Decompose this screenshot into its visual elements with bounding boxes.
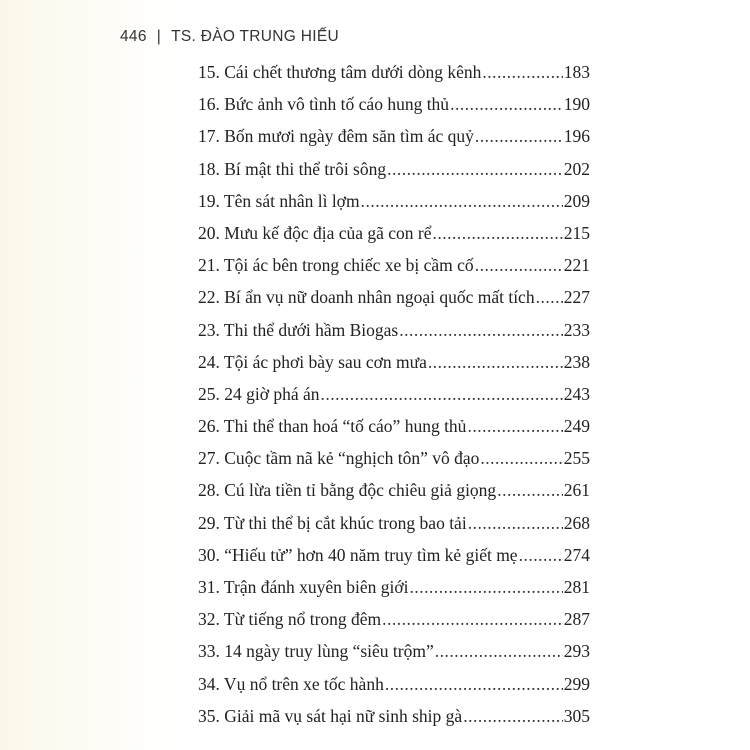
entry-title: 18. Bí mật thi thể trôi sông [198, 158, 387, 179]
entry-title: 26. Thi thể than hoá “tố cáo” hung thủ [198, 416, 467, 437]
toc-entry [198, 320, 590, 352]
entry-page-number: 227 [563, 287, 590, 308]
entry-title: 30. “Hiếu tử” hơn 40 năm truy tìm kẻ giết mẹ [198, 544, 518, 565]
table-of-contents [198, 62, 590, 738]
dot-leader [475, 255, 563, 276]
toc-entry [198, 94, 590, 126]
entry-page-number: 221 [563, 255, 590, 276]
entry-page-number: 190 [563, 94, 590, 115]
toc-entry [198, 191, 590, 223]
entry-title: 20. Mưu kế độc địa của gã con rể [198, 222, 432, 243]
toc-entry [198, 416, 590, 448]
entry-page-number: 305 [563, 705, 590, 726]
toc-entry [198, 513, 590, 545]
entry-title: 25. 24 giờ phá án [198, 383, 320, 404]
toc-entry [198, 609, 590, 641]
dot-leader [519, 545, 563, 566]
entry-page-number: 183 [563, 62, 590, 82]
entry-title: 33. 14 ngày truy lùng “siêu trộm” [198, 641, 434, 662]
entry-title: 16. Bức ảnh vô tình tố cáo hung thủ [198, 94, 450, 115]
entry-title: 34. Vụ nổ trên xe tốc hành [198, 673, 384, 694]
dot-leader [399, 320, 563, 341]
dot-leader [480, 448, 562, 469]
dot-leader [482, 62, 562, 83]
toc-entry [198, 223, 590, 255]
entry-title: 17. Bốn mươi ngày đêm săn tìm ác quỷ [198, 126, 474, 147]
toc-entry [198, 641, 590, 673]
page-number: 446 [120, 28, 147, 45]
dot-leader [433, 223, 563, 244]
dot-leader [361, 191, 563, 212]
entry-title: 35. Giải mã vụ sát hại nữ sinh ship gà [198, 705, 463, 726]
toc-entry [198, 480, 590, 512]
header-separator: | [156, 28, 162, 45]
toc-entry [198, 352, 590, 384]
entry-page-number: 293 [563, 641, 590, 662]
entry-page-number: 202 [563, 158, 590, 179]
toc-entry [198, 577, 590, 609]
toc-entry [198, 384, 590, 416]
dot-leader [387, 159, 563, 180]
dot-leader [410, 577, 563, 598]
entry-title: 24. Tội ác phơi bày sau cơn mưa [198, 351, 427, 372]
entry-page-number: 249 [563, 416, 590, 437]
dot-leader [468, 513, 563, 534]
toc-entry [198, 62, 590, 94]
toc-entry [198, 255, 590, 287]
entry-page-number: 215 [563, 222, 590, 243]
dot-leader [463, 706, 563, 727]
entry-page-number: 209 [563, 190, 590, 211]
toc-entry [198, 287, 590, 319]
dot-leader [435, 641, 563, 662]
dot-leader [467, 416, 562, 437]
dot-leader [497, 480, 563, 501]
entry-page-number: 281 [563, 577, 590, 597]
entry-page-number: 287 [563, 609, 590, 630]
toc-entry [198, 545, 590, 577]
entry-title: 31. Trận đánh xuyên biên giới [198, 577, 409, 597]
entry-title: 32. Từ tiếng nổ trong đêm [198, 609, 382, 630]
entry-page-number: 243 [563, 383, 590, 404]
entry-page-number: 274 [563, 544, 590, 565]
entry-page-number: 233 [563, 319, 590, 340]
dot-leader [428, 352, 563, 373]
entry-title: 19. Tên sát nhân lì lợm [198, 190, 360, 211]
dot-leader [475, 126, 563, 147]
entry-page-number: 268 [563, 512, 590, 533]
entry-title: 27. Cuộc tầm nã kẻ “nghịch tôn” vô đạo [198, 448, 480, 469]
dot-leader [536, 287, 563, 308]
toc-entry [198, 448, 590, 480]
entry-title: 29. Từ thi thể bị cắt khúc trong bao tải [198, 512, 467, 533]
entry-page-number: 261 [563, 480, 590, 501]
entry-title: 23. Thi thể dưới hầm Biogas [198, 319, 399, 340]
toc-entry [198, 674, 590, 706]
entry-page-number: 299 [563, 673, 590, 694]
entry-page-number: 196 [563, 126, 590, 147]
entry-title: 15. Cái chết thương tâm dưới dòng kênh [198, 62, 482, 82]
entry-page-number: 238 [563, 351, 590, 372]
running-header [120, 28, 339, 46]
toc-entry [198, 159, 590, 191]
entry-page-number: 255 [563, 448, 590, 469]
entry-title: 28. Cú lừa tiền tỉ bằng độc chiêu giả giọng [198, 480, 497, 501]
toc-entry [198, 706, 590, 738]
author-name: TS. ĐÀO TRUNG HIẾU [171, 28, 339, 45]
dot-leader [385, 674, 563, 695]
entry-title: 21. Tội ác bên trong chiếc xe bị cầm cố [198, 255, 474, 276]
dot-leader [382, 609, 563, 630]
entry-title: 22. Bí ẩn vụ nữ doanh nhân ngoại quốc mất tích [198, 287, 535, 308]
dot-leader [321, 384, 563, 405]
dot-leader [450, 94, 563, 115]
toc-entry [198, 126, 590, 158]
